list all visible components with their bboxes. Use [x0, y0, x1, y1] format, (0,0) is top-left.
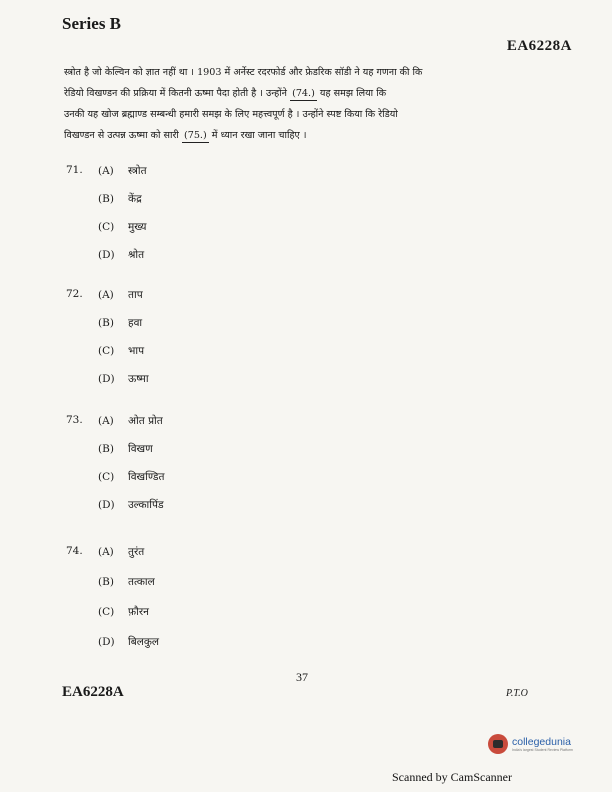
- option-d: [98, 248, 144, 262]
- option-text: फ़ौरन: [128, 606, 149, 618]
- option-a: [98, 164, 147, 178]
- passage-segment: यह समझ लिया कि: [319, 88, 387, 99]
- logo-text: [512, 736, 573, 753]
- option-text: विखण्डित: [128, 471, 165, 483]
- question-number: 73.: [66, 414, 83, 426]
- option-b: [98, 316, 142, 330]
- passage-line: उनकी यह खोज ब्रह्माण्ड सम्बन्धी हमारी समझ के लिए महत्त्वपूर्ण है । उन्होंने स्पष्ट किया कि रेडियो: [64, 109, 398, 120]
- option-label: (A): [98, 289, 114, 301]
- option-a: [98, 288, 143, 302]
- option-label: (D): [98, 636, 115, 648]
- passage-text: [64, 62, 546, 146]
- question-number: 71.: [66, 164, 83, 176]
- option-text: ऊष्मा: [128, 373, 149, 385]
- option-text: श्रोत: [128, 249, 145, 261]
- option-label: (B): [98, 193, 114, 205]
- option-b: [98, 192, 142, 206]
- option-c: [98, 220, 147, 234]
- option-c: [98, 470, 164, 484]
- passage-segment: में ध्यान रखा जाना चाहिए ।: [211, 130, 307, 141]
- option-text: बिलकुल: [128, 636, 160, 648]
- option-label: (B): [98, 576, 114, 588]
- option-b: [98, 575, 155, 589]
- option-text: ताप: [128, 289, 143, 301]
- option-d: [98, 498, 164, 512]
- blank-74: (74.): [292, 88, 315, 99]
- passage-segment: रेडियो विखण्डन की प्रक्रिया में कितनी ऊष्मा पैदा होती है । उन्होंने: [64, 88, 288, 99]
- option-label: (C): [98, 606, 115, 618]
- option-text: हवा: [128, 317, 143, 329]
- option-text: तुरंत: [128, 546, 145, 558]
- pto-label: P.T.O: [506, 688, 528, 699]
- option-label: (D): [98, 373, 115, 385]
- paper-code-bottom: EA6228A: [62, 684, 124, 700]
- passage-line: [64, 83, 546, 104]
- option-label: (B): [98, 317, 114, 329]
- option-text: तत्काल: [128, 576, 155, 588]
- option-label: (D): [98, 249, 115, 261]
- option-label: (D): [98, 499, 115, 511]
- option-text: स्त्रोत: [128, 165, 147, 177]
- scanner-watermark: Scanned by CamScanner: [392, 770, 512, 784]
- option-b: [98, 442, 153, 456]
- option-label: (A): [98, 415, 114, 427]
- option-d: [98, 635, 159, 649]
- page-number: 37: [296, 670, 308, 684]
- blank-75: (75.): [183, 130, 207, 141]
- option-text: उल्कापिंड: [128, 499, 164, 511]
- collegedunia-logo: [488, 734, 573, 754]
- option-label: (C): [98, 345, 115, 357]
- brand-name: collegedunia: [512, 735, 571, 748]
- option-d: [98, 372, 149, 386]
- option-a: [98, 414, 163, 428]
- option-text: भाप: [128, 345, 145, 357]
- passage-line: [64, 125, 546, 146]
- option-a: [98, 545, 144, 559]
- option-label: (C): [98, 221, 115, 233]
- option-label: (B): [98, 443, 114, 455]
- mascot-icon: [488, 734, 508, 754]
- option-label: (A): [98, 165, 114, 177]
- option-c: [98, 344, 144, 358]
- series-label: Series B: [62, 14, 122, 33]
- option-text: मुख्य: [128, 221, 147, 233]
- option-label: (A): [98, 546, 114, 558]
- option-text: केंद्र: [128, 193, 142, 205]
- passage-line: स्त्रोत है जो केल्विन को ज्ञात नहीं था । 1903 में अर्नेस्ट रदरफोर्ड और फ्रेडरिक सॉडी ने यह गणना की कि: [64, 67, 423, 78]
- option-text: ओत प्रोत: [128, 415, 163, 427]
- option-label: (C): [98, 471, 115, 483]
- question-number: 72.: [66, 288, 83, 300]
- paper-code-top: EA6228A: [506, 38, 572, 54]
- brand-tagline: India's largest Student Review Platform: [512, 747, 573, 752]
- option-c: [98, 605, 149, 619]
- question-number: 74.: [66, 545, 83, 557]
- passage-segment: विखण्डन से उत्पन्न ऊष्मा को सारी: [64, 130, 179, 141]
- option-text: विखण: [128, 443, 153, 455]
